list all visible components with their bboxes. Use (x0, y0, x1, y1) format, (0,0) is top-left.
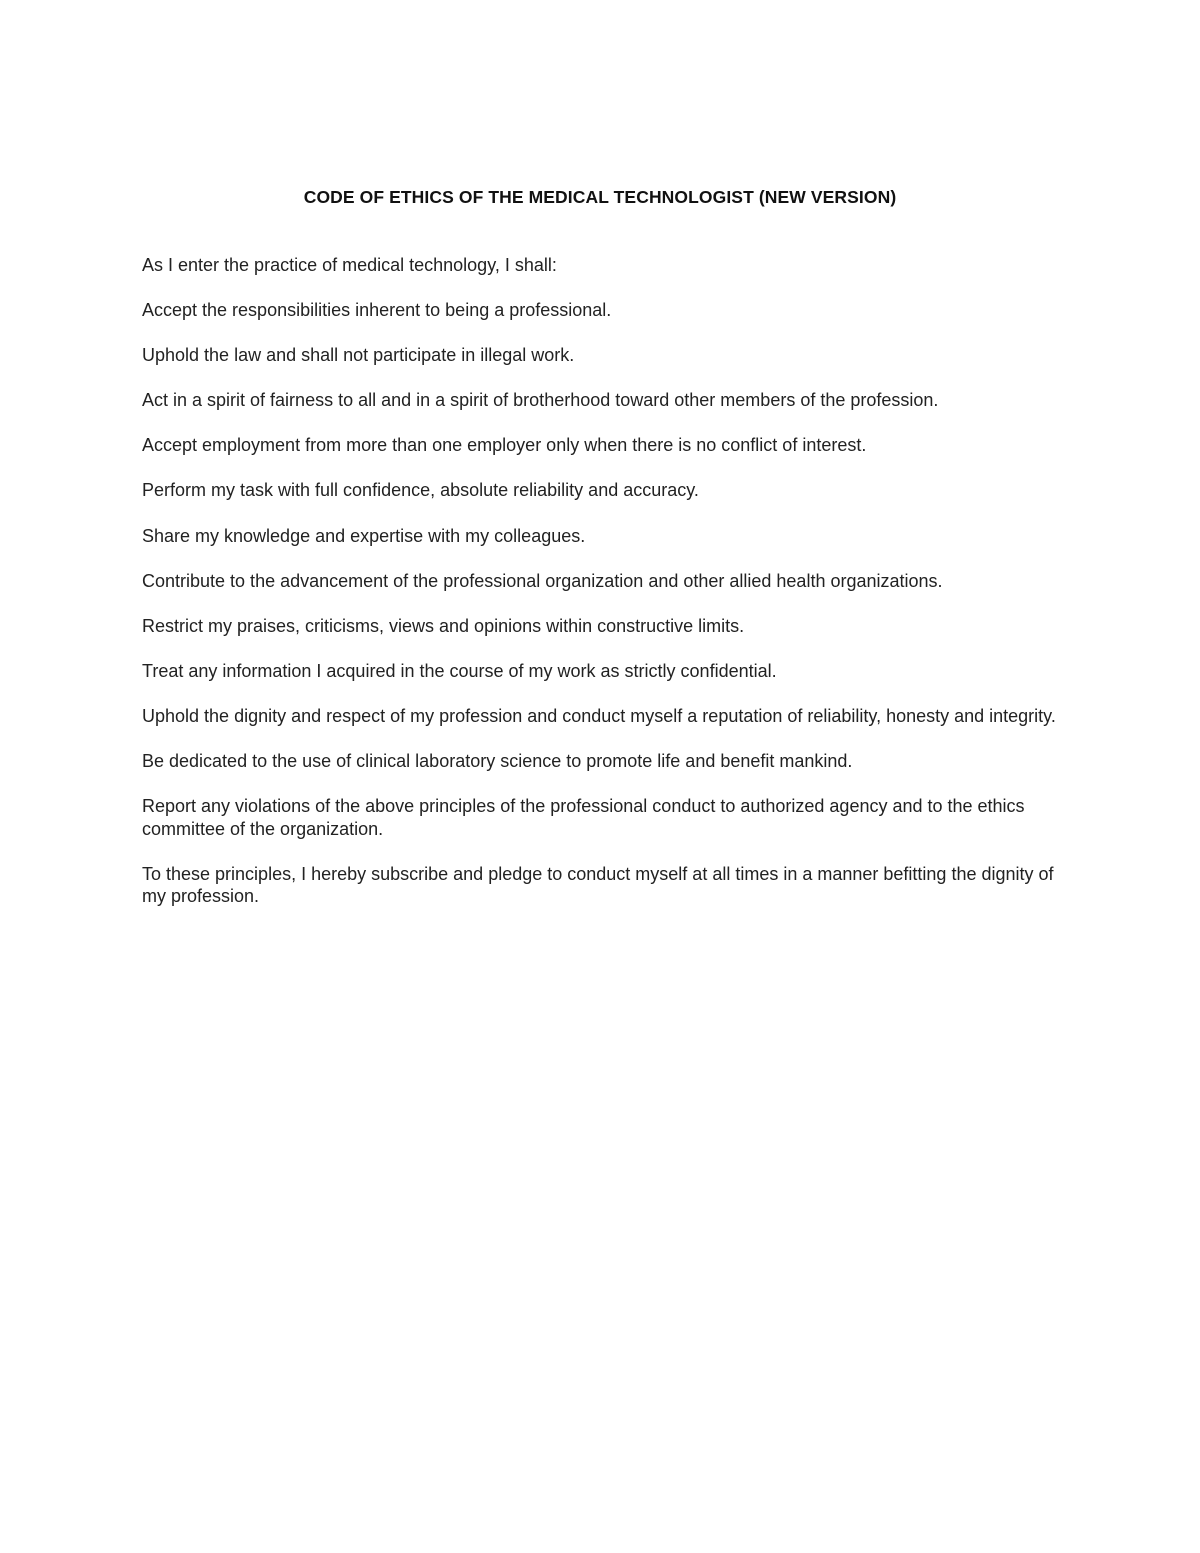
principle-paragraph: Perform my task with full confidence, absolute reliability and accuracy. (142, 480, 699, 501)
principle-paragraph: Uphold the law and shall not participate in illegal work. (142, 345, 575, 366)
principle-paragraph: Contribute to the advancement of the professional organization and other allied health organizations. (142, 570, 943, 591)
principle-paragraph: Act in a spirit of fairness to all and in a spirit of brotherhood toward other members of the profession. (142, 390, 939, 411)
principle-paragraph: Restrict my praises, criticisms, views and opinions within constructive limits. (142, 615, 745, 636)
principle-paragraph: Uphold the dignity and respect of my profession and conduct myself a reputation of reliability, honesty and integrity. (142, 705, 1056, 726)
principle-paragraph: Share my knowledge and expertise with my colleagues. (142, 525, 586, 546)
intro-paragraph: As I enter the practice of medical technology, I shall: (142, 255, 557, 275)
principle-paragraph: Be dedicated to the use of clinical laboratory science to promote life and benefit mankind. (142, 751, 853, 772)
principle-paragraph: Accept the responsibilities inherent to being a professional. (142, 300, 612, 321)
principle-paragraph: Treat any information I acquired in the course of my work as strictly confidential. (142, 660, 777, 681)
principle-paragraph: Accept employment from more than one employer only when there is no conflict of interest. (142, 435, 867, 456)
document-title: CODE OF ETHICS OF THE MEDICAL TECHNOLOGIST (NEW VERSION) (303, 187, 897, 207)
document-body (142, 254, 1066, 931)
closing-paragraph: To these principles, I hereby subscribe and pledge to conduct myself at all times in a manner befitting the dignity of my profession. (142, 863, 1054, 907)
principle-paragraph: Report any violations of the above principles of the professional conduct to authorized agency and to the ethics committee of the organization. (142, 796, 1025, 839)
